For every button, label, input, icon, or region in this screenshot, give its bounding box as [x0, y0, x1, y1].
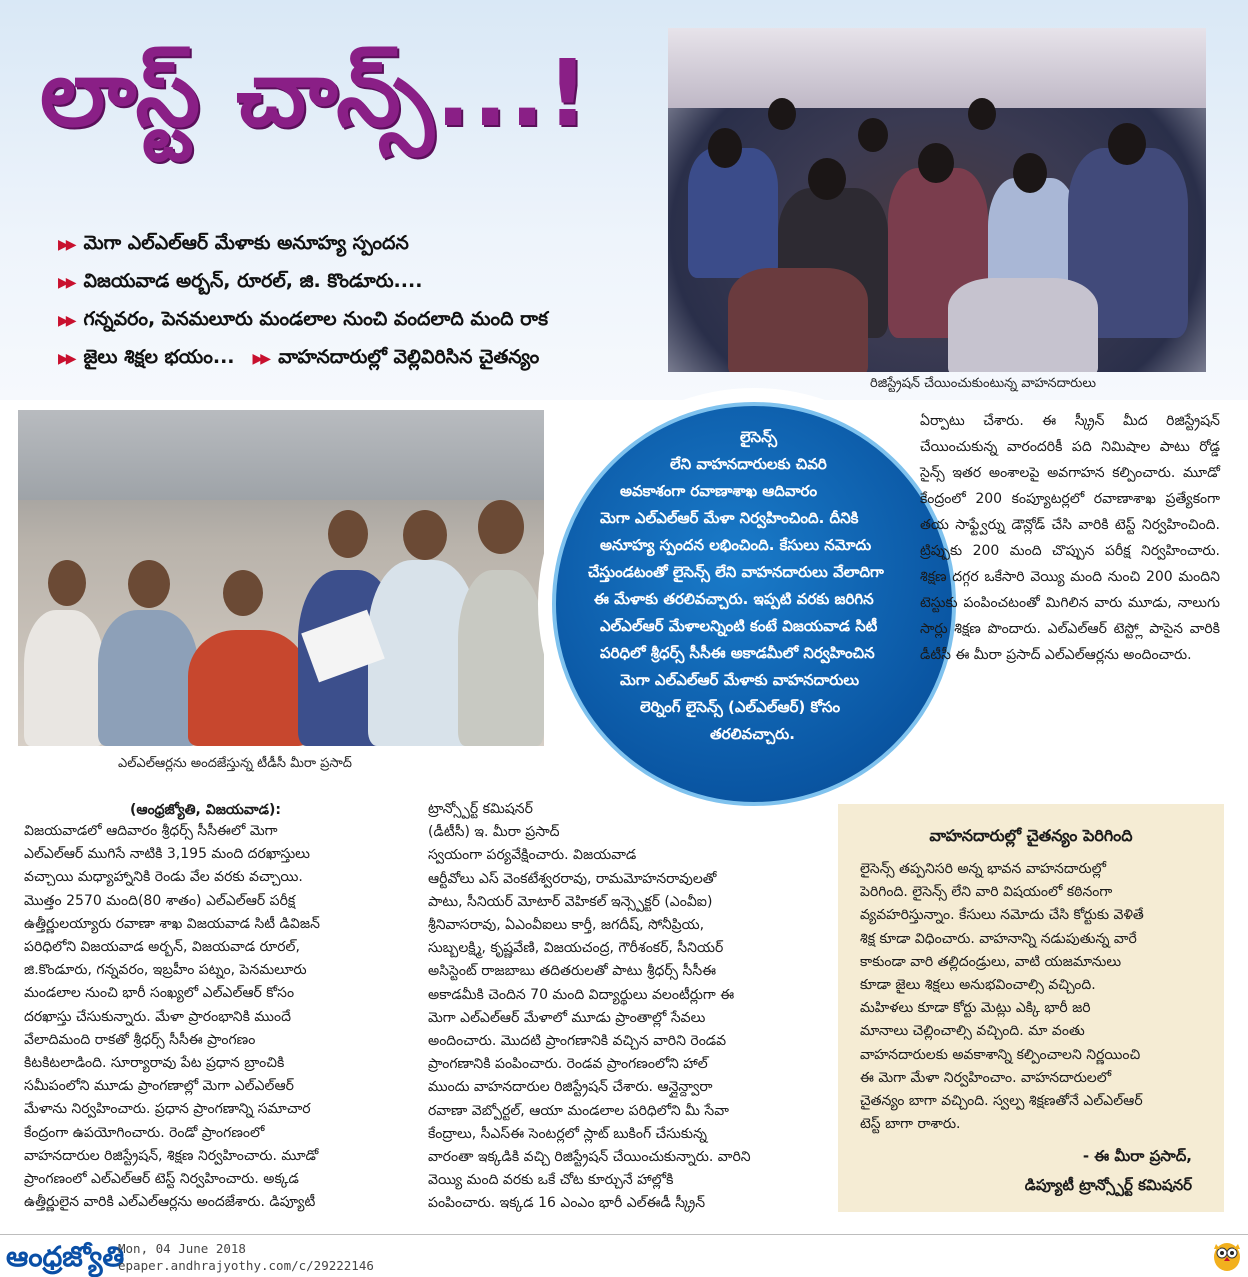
circle-text: లైసెన్స్ లేని వాహనదారులకు చివరి అవకాశంగా రవాణాశాఖ ఆదివారం మెగా ఎల్ఎల్ఆర్ మేళా నిర్వహించింది. దీనికి అనూహ్య స్పందన లభించింది. కేసులు నమోదు చేస్తుండటంతో లైసెన్స్ లేని వాహనదారులు వేలాదిగా ఈ మేళాకు తరలివచ్చారు. ఇప్పటి వరకు జరిగిన ఎల్ఎల్ఆర్ మేళాలన్నింటి కంటే విజయవాడ సిటీ పరిధిలో శ్రీధర్స్ సీసీఈ అకాడమీలో నిర్వహించిన మెగా ఎల్ఎల్ఆర్ మేళాకు వాహనదారులు లెర్నింగ్ లైసెన్స్ (ఎల్ఎల్ఆర్) కోసం తరలివచ్చారు. [588, 428, 884, 743]
bullet-list [58, 226, 658, 378]
bullet-item: ▶▶ విజయవాడ అర్బన్, రూరల్, జి. కొండూరు.... [58, 269, 423, 292]
quote-box [838, 804, 1224, 1212]
dateline: (ఆంధ్రజ్యోతి, విజయవాడ): [130, 802, 281, 818]
headline: లాస్ట్ చాన్స్...! [40, 40, 591, 147]
quote-box-body: లైసెన్స్ తప్పనిసరి అన్న భావన వాహనదారుల్లో పెరిగింది. లైసెన్స్ లేని వారి విషయంలో కఠినంగా వ్యవహరిస్తున్నాం. కేసులు నమోదు చేసి కోర్టుకు వెళితే శిక్ష కూడా విధించారు. వాహనాన్ని నడుపుతున్న వారే కాకుండా వారి తల్లిదండ్రులు, వాటి యజమానులు కూడా జైలు శిక్షలు అనుభవించాల్సి వచ్చింది. మహిళలు కూడా కోర్టు మెట్లు ఎక్కి భారీ జరి మానాలు చెల్లించాల్సి వచ్చింది. మా వంతు వాహనదారులకు అవకాశాన్ని కల్పించాలని నిర్ణయించి ఈ మెగా మేళా నిర్వహించాం. వాహనదారులలో చైతన్యం బాగా వచ్చింది. స్వల్ప శిక్షణతోనే ఎల్ఎల్ఆర్ టెస్ట్ బాగా రాశారు. [860, 861, 1144, 1133]
double-arrow-icon: ▶▶ [58, 313, 74, 329]
article-column-1: విజయవాడలో ఆదివారం శ్రీధర్స్ సీసీఈలో మెగా ఎల్ఎల్ఆర్ ముగిసే నాటికి 3,195 మంది దరఖాస్తులు వచ్చాయి మధ్యాహ్నానికి రెండు వేల వరకు వచ్చాయి. మొత్తం 2570 మంది(80 శాతం) ఎల్ఎల్ఆర్ పరీక్ష ఉత్తీర్ణులయ్యారు రవాణా శాఖ విజయవాడ సిటీ డివిజన్ పరిధిలోని విజయవాడ అర్బన్, విజయవాడ రూరల్, జి.కొండూరు, గన్నవరం, ఇబ్రహీం పట్నం, పెనమలూరు మండలాల నుంచి భారీ సంఖ్యలో ఎల్ఎల్ఆర్ కోసం దరఖాస్తు చేసుకున్నారు. మేళా ప్రారంభానికి ముందే వేలాదిమంది రాకతో శ్రీధర్స్ సీసీఈ ప్రాంగణం కిటకిటలాడింది. సూర్యారావు పేట ప్రధాన బ్రాంచికి సమీపంలోని మూడు ప్రాంగణాల్లో మెగా ఎల్ఎల్ఆర్ మేళాను నిర్వహించారు. ప్రధాన ప్రాంగణాన్ని సమాచార కేంద్రంగా ఉపయోగించారు. రెండో ప్రాంగణంలో వాహనదారుల రిజిస్ట్రేషన్, శిక్షణ నిర్వహించారు. మూడో ప్రాంగణంలో ఎల్ఎల్ఆర్ టెస్ట్ నిర్వహించారు. అక్కడ ఉత్తీర్ణులైన వారికి ఎల్ఎల్ఆర్లను అందజేశారు. డిప్యూటీ [24, 823, 320, 1211]
photo-caption-top: రిజిస్ట్రేషన్ చేయించుకుంటున్న వాహనదారులు [870, 376, 1097, 391]
quote-box-title: వాహనదారుల్లో చైతన్యం పెరిగింది [929, 826, 1133, 845]
double-arrow-icon: ▶▶ [252, 351, 269, 367]
newspaper-logo: ఆంధ్రజ్యోతి [6, 1240, 125, 1273]
photo-caption-left: ఎల్ఎల్ఆర్లను అందజేస్తున్న టీడీసీ మీరా ప్రసాద్ [118, 756, 352, 771]
footer-divider [0, 1234, 1248, 1235]
edition-date: Mon, 04 June 2018 [118, 1241, 246, 1256]
llr-handover-photo [18, 410, 544, 746]
article-column-2: ట్రాన్స్పోర్ట్ కమిషనర్ (డీటీసీ) ఇ. మీరా ప్రసాద్ స్వయంగా పర్యవేక్షించారు. విజయవాడ ఆర్టీవోలు ఎస్ వెంకటేశ్వరరావు, రామమోహనరావులతో పాటు, సీనియర్ మోటార్ వెహికల్ ఇన్స్పెక్టర్ (ఎంవీఐ) శ్రీనివాసరావు, ఏఎంవీఐలు కార్తీ, జగదీష్, సోనీప్రియ, సుబ్బలక్ష్మి, కృష్ణవేణి, విజయచంద్ర, గౌరీశంకర్, సీనియర్ అసిస్టెంట్ రాజబాబు తదితరులతో పాటు శ్రీధర్స్ సీసీఈ అకాడమీకి చెందిన 70 మంది విద్యార్థులు వలంటీర్లుగా ఈ మెగా ఎల్ఎల్ఆర్ మేళాలో మూడు ప్రాంతాల్లో సేవలు అందించారు. మొదటి ప్రాంగణానికి వచ్చిన వారిని రెండవ ప్రాంగణానికి పంపించారు. రెండవ ప్రాంగణంలోని హాల్ ముందు వాహనదారుల రిజిస్ట్రేషన్ చేశారు. ఆన్లైన్ద్వారా రవాణా వెబ్పోర్టల్, ఆయా మండలాల పరిధిలోని మీ సేవా కేంద్రాలు, సీఎస్ఈ సెంటర్లలో స్లాట్ బుకింగ్ చేసుకున్న వారంతా ఇక్కడికి వచ్చి రిజిస్ట్రేషన్ చేయించుకున్నారు. వారిని వెయ్యి మంది వరకు ఒకే చోట కూర్చునే హాల్లోకి పంపించారు. ఇక్కడ 16 ఎంఎం భారీ ఎల్ఈడీ స్క్రీన్ [428, 801, 751, 1212]
bullet-item: ▶▶ మెగా ఎల్ఎల్ఆర్ మేళాకు అనూహ్య స్పందన [58, 231, 409, 254]
highlight-circle [538, 388, 970, 820]
footer-meta [118, 1240, 374, 1274]
bullet-item: ▶▶ గన్నవరం, పెనమలూరు మండలాల నుంచి వందలాది మంది రాక [58, 307, 548, 330]
double-arrow-icon: ▶▶ [58, 275, 74, 291]
owl-icon [1212, 1238, 1242, 1272]
right-column-text: ఏర్పాటు చేశారు. ఈ స్క్రీన్ మీద రిజిస్ట్రేషన్ చేయించుకున్న వారందరికీ పది నిమిషాల పాటు రోడ్డ సైన్స్ ఇతర అంశాలపై అవగాహన కల్పించారు. మూడో కేంద్రంలో 200 కంప్యూటర్లలో రవాణాశాఖ ప్రత్యేకంగా తయ సాఫ్ట్వేర్ను డౌన్లోడ్ చేసి వారికి టెస్ట్ నిర్వహించింది. ట్రిప్పుకు 200 మంది చొప్పున పరీక్ష నిర్వహించారు. శిక్షణ దగ్గర ఒకేసారి వెయ్యి మంది నుంచి 200 మందిని టెస్టుకు పంపించటంతో మిగిలిన వారు మూడు, నాలుగు సార్లు శిక్షణ పొందారు. ఎల్ఎల్ఆర్ టెస్ట్లో పాసైన వారికి డీటీసీ ఈ మీరా ప్రసాద్ ఎల్ఎల్ఆర్లను అందించారు. [920, 413, 1220, 663]
quote-signature: - ఈ మీరా ప్రసాద్, డిప్యూటీ ట్రాన్స్పోర్ట్ కమిషనర్ [1024, 1147, 1192, 1194]
double-arrow-icon: ▶▶ [58, 351, 74, 367]
double-arrow-icon: ▶▶ [58, 237, 74, 253]
edition-url[interactable]: epaper.andhrajyothy.com/c/29222146 [118, 1258, 374, 1273]
crowd-photo [668, 28, 1206, 372]
bullet-item: ▶▶ జైలు శిక్షల భయం... ▶▶ వాహనదారుల్లో వెల్లివిరిసిన చైతన్యం [58, 345, 540, 368]
